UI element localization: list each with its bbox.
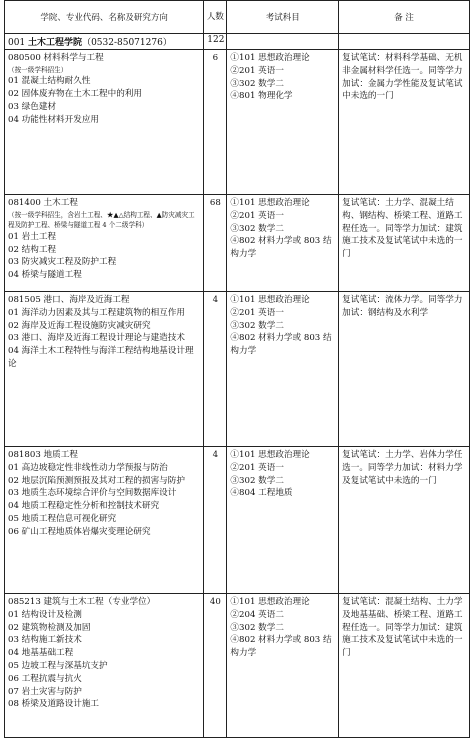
- direction-item: 07 岩土灾害与防护: [8, 686, 82, 697]
- direction-item: 08 桥梁及道路设计施工: [8, 699, 100, 710]
- direction-item: 05 边坡工程与深基坑支护: [8, 660, 108, 671]
- direction-item: 01 岩土工程: [8, 231, 57, 242]
- direction-item: 06 工程抗震与抗火: [8, 673, 82, 684]
- direction-item: 04 地基基础工程: [8, 648, 74, 659]
- remark-cell: 复试笔试：土力学、岩体力学任选一。同等学力加试：材料力学及复试笔试中未选的一门: [339, 447, 470, 594]
- school-phone: （0532-85071276）: [82, 38, 172, 48]
- exam-item: ④801 物理化学: [230, 91, 293, 102]
- table-row: [5, 447, 470, 594]
- direction-item: 02 地层沉陷预测预报及其对工程的损害与防护: [8, 475, 185, 486]
- exam-cell: [227, 292, 339, 447]
- school-name: 土木工程学院: [28, 38, 83, 48]
- direction-item: 06 矿山工程地质体岩爆灾变理论研究: [8, 526, 151, 537]
- exam-item: ②201 英语一: [230, 210, 284, 221]
- header-direction: 学院、专业代码、名称及研究方向: [5, 1, 204, 34]
- school-remark-empty: [339, 34, 470, 50]
- direction-item: 03 地质生态环境综合评价与空间数据库设计: [8, 488, 177, 499]
- direction-item: 03 绿色建材: [8, 101, 57, 112]
- exam-item: ①101 思想政治理论: [230, 198, 310, 208]
- exam-item: ②201 英语一: [230, 462, 284, 473]
- enrollment-count: 40: [204, 594, 227, 738]
- major-title: 081803 地质工程: [8, 450, 78, 460]
- enrollment-count: 68: [204, 195, 227, 292]
- direction-item: 01 混凝土结构耐久性: [8, 76, 91, 87]
- exam-cell: [227, 594, 339, 738]
- direction-cell: [5, 292, 204, 447]
- direction-item: 04 桥梁与隧道工程: [8, 270, 82, 281]
- exam-cell: [227, 50, 339, 195]
- school-code: 001: [8, 38, 29, 48]
- exam-item: ①101 思想政治理论: [230, 597, 310, 607]
- enrollment-count: 4: [204, 447, 227, 594]
- enrollment-count: 4: [204, 292, 227, 447]
- major-title: 085213 建筑与土木工程（专业学位）: [8, 597, 156, 607]
- school-count: 122: [204, 34, 227, 50]
- exam-item: ③302 数学二: [230, 78, 284, 89]
- header-remark: 备 注: [339, 1, 470, 34]
- school-row: [5, 34, 470, 50]
- direction-item: 04 海洋土木工程特性与海洋工程结构地基设计理论: [8, 346, 194, 369]
- admissions-table: [4, 0, 470, 738]
- school-cell: [5, 34, 204, 50]
- exam-cell: [227, 195, 339, 292]
- exam-item: ①101 思想政治理论: [230, 450, 310, 460]
- remark-cell: 复试笔试：流体力学。同等学力加试：钢结构及水利学: [339, 292, 470, 447]
- table-row: [5, 195, 470, 292]
- direction-item: 02 结构工程: [8, 244, 57, 255]
- exam-item: ④802 材料力学或 803 结构力学: [230, 635, 332, 659]
- major-title: 081505 港口、海岸及近海工程: [8, 295, 130, 305]
- direction-cell: [5, 50, 204, 195]
- header-count: 人数: [204, 1, 227, 34]
- direction-item: 03 港口、海岸及近海工程设计理论与建造技术: [8, 333, 185, 344]
- table-row: [5, 594, 470, 738]
- direction-item: 01 高边坡稳定性非线性动力学预报与防治: [8, 462, 168, 473]
- direction-item: 02 固体废弃物在土木工程中的利用: [8, 89, 142, 100]
- major-note: （按一级学科招生，含岩土工程、★▲△结构工程、▲防灾减灾工程及防护工程、桥梁与隧道工程 4 个二级学科）: [8, 210, 195, 230]
- exam-item: ④802 材料力学或 803 结构力学: [230, 333, 332, 357]
- table-row: [5, 292, 470, 447]
- direction-item: 04 地质工程稳定性分析和控制技术研究: [8, 501, 160, 512]
- direction-item: 03 防灾减灾工程及防护工程: [8, 257, 117, 268]
- direction-item: 05 地质工程信息可视化研究: [8, 513, 117, 524]
- direction-item: 03 结构施工新技术: [8, 635, 82, 646]
- direction-item: 01 海洋动力因素及其与工程建筑物的相互作用: [8, 307, 185, 318]
- exam-item: ②204 英语二: [230, 609, 284, 620]
- exam-item: ①101 思想政治理论: [230, 295, 310, 305]
- major-note: （按一级学科招生）: [8, 65, 68, 74]
- direction-cell: [5, 594, 204, 738]
- exam-item: ④802 材料力学或 803 结构力学: [230, 236, 332, 260]
- table-row: [5, 50, 470, 195]
- direction-cell: [5, 195, 204, 292]
- remark-cell: 复试笔试：混凝土结构、土力学及地基基础、桥梁工程、道路工程任选一。同等学力加试：建筑施工技术及复试笔试中未选的一门: [339, 594, 470, 738]
- direction-item: 02 海岸及近海工程设施防灾减灾研究: [8, 320, 151, 331]
- table-header-row: [5, 1, 470, 34]
- remark-cell: 复试笔试：土力学、混凝土结构、钢结构、桥梁工程、道路工程任选一。同等学力加试：建筑施工技术及复试笔试中未选的一门: [339, 195, 470, 292]
- exam-item: ②201 英语一: [230, 307, 284, 318]
- exam-item: ③302 数学二: [230, 622, 284, 633]
- exam-cell: [227, 447, 339, 594]
- exam-item: ③302 数学二: [230, 320, 284, 331]
- remark-cell: 复试笔试：材料科学基础、无机非金属材料学任选一。同等学力加试：金属力学性能及复试笔试中未选的一门: [339, 50, 470, 195]
- direction-item: 04 功能性材料开发应用: [8, 114, 100, 125]
- exam-item: ③302 数学二: [230, 475, 284, 486]
- direction-item: 01 结构设计及检测: [8, 609, 82, 620]
- school-exam-empty: [227, 34, 339, 50]
- exam-item: ③302 数学二: [230, 223, 284, 234]
- direction-item: 02 建筑物检测及加固: [8, 622, 91, 633]
- exam-item: ①101 思想政治理论: [230, 53, 310, 63]
- header-exam: 考试科目: [227, 1, 339, 34]
- enrollment-count: 6: [204, 50, 227, 195]
- major-title: 080500 材料科学与工程: [8, 53, 104, 63]
- exam-item: ④804 工程地质: [230, 488, 293, 499]
- exam-item: ②201 英语一: [230, 65, 284, 76]
- direction-cell: [5, 447, 204, 594]
- major-title: 081400 土木工程: [8, 198, 78, 208]
